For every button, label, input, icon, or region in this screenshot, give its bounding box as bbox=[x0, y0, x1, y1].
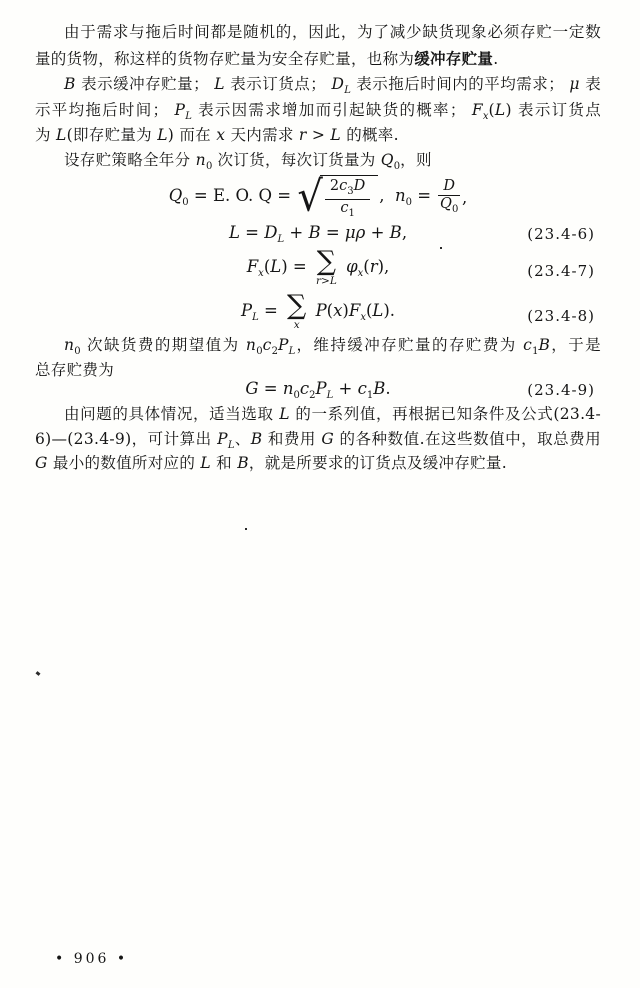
sigma-icon: ∑ bbox=[316, 246, 337, 278]
text-line: 设存贮策略全年分 $n_0$ 次订货，每次订货量为 $Q_0$，则 bbox=[64, 151, 432, 172]
fraction bbox=[438, 179, 460, 216]
formula-eoq bbox=[35, 172, 601, 222]
text-line: 总存贮费为 bbox=[35, 361, 115, 379]
text-line: 由于需求与拖后时间都是随机的，因此，为了减少缺货现象必须存贮一定数 bbox=[64, 23, 601, 41]
formula-body: $G = n_0c_2P_L + c_1B$. bbox=[245, 379, 391, 401]
summation bbox=[287, 290, 307, 332]
summation-limits: r>L bbox=[315, 275, 337, 288]
formula-total-cost bbox=[35, 377, 601, 403]
text-line: 示平均拖后时间； $P_L$ 表示因需求增加而引起缺货的概率； $F_x(L)$ 表示订货点 bbox=[35, 101, 601, 122]
formula-body: $L = D_L + B = \mu\rho + B$, bbox=[228, 223, 408, 245]
equation-number: (23.4-6) bbox=[527, 225, 595, 243]
square-root bbox=[297, 172, 378, 222]
scan-speck bbox=[245, 528, 247, 530]
text-line: $n_0$ 次缺货费的期望值为 $n_0c_2P_L$，维持缓冲存贮量的存贮费为 $c_1B$，于是 bbox=[64, 336, 601, 357]
sigma-icon: ∑ bbox=[287, 290, 307, 322]
formula-lhs: $F_x(L)$ = bbox=[246, 257, 312, 279]
formula-lhs: $P_L$ = bbox=[240, 301, 284, 323]
formula-lhs: $Q_0 = E$. O. Q = bbox=[168, 186, 297, 208]
fraction-denominator: $Q_0$ bbox=[440, 195, 459, 215]
fraction-numerator: $2c_3D$ bbox=[325, 179, 370, 200]
fraction-denominator: $c_1$ bbox=[340, 199, 355, 219]
equation-number: (23.4-8) bbox=[527, 307, 595, 325]
text-line: 为 L(即存贮量为 L) 而在 x 天内需求 r > L 的概率. bbox=[35, 126, 399, 144]
equation-number: (23.4-9) bbox=[527, 381, 595, 399]
text-line: B 表示缓冲存贮量； L 表示订货点； $D_L$ 表示拖后时间内的平均需求； μ 表 bbox=[64, 75, 602, 96]
equation-number: (23.4-7) bbox=[527, 262, 595, 280]
radical-sign-icon: √ bbox=[297, 172, 323, 222]
summation-limits: x bbox=[293, 319, 300, 332]
scan-speck bbox=[36, 671, 41, 676]
text-line: 6)—(23.4-9)，可计算出 $P_L$、B 和费用 G 的各种数值.在这些数值中，取总费用 bbox=[35, 430, 601, 451]
fraction-numerator: D bbox=[438, 179, 460, 196]
formula-mid: , $n_0$ = bbox=[379, 186, 437, 208]
page-number: • 906 • bbox=[55, 951, 129, 967]
formula-end: , bbox=[462, 187, 468, 207]
text-line: G 最小的数值所对应的 L 和 B，就是所要求的订货点及缓冲存贮量. bbox=[35, 454, 507, 472]
fraction bbox=[325, 179, 370, 219]
formula-rhs: $\varphi_x(r)$, bbox=[346, 257, 390, 279]
formula-shortage-probability bbox=[35, 246, 601, 290]
formula-reorder-point bbox=[35, 221, 601, 247]
formula-rhs: $P(x)F_x(L)$. bbox=[315, 301, 396, 323]
text-line: 量的货物，称这样的货物存贮量为安全存贮量，也称为缓冲存贮量. bbox=[35, 49, 499, 68]
text-line: 由问题的具体情况，适当选取 L 的一系列值，再根据已知条件及公式(23.4- bbox=[64, 405, 601, 423]
scan-speck bbox=[440, 247, 442, 249]
summation bbox=[315, 246, 337, 288]
formula-pl bbox=[35, 291, 601, 333]
radicand bbox=[320, 175, 378, 219]
